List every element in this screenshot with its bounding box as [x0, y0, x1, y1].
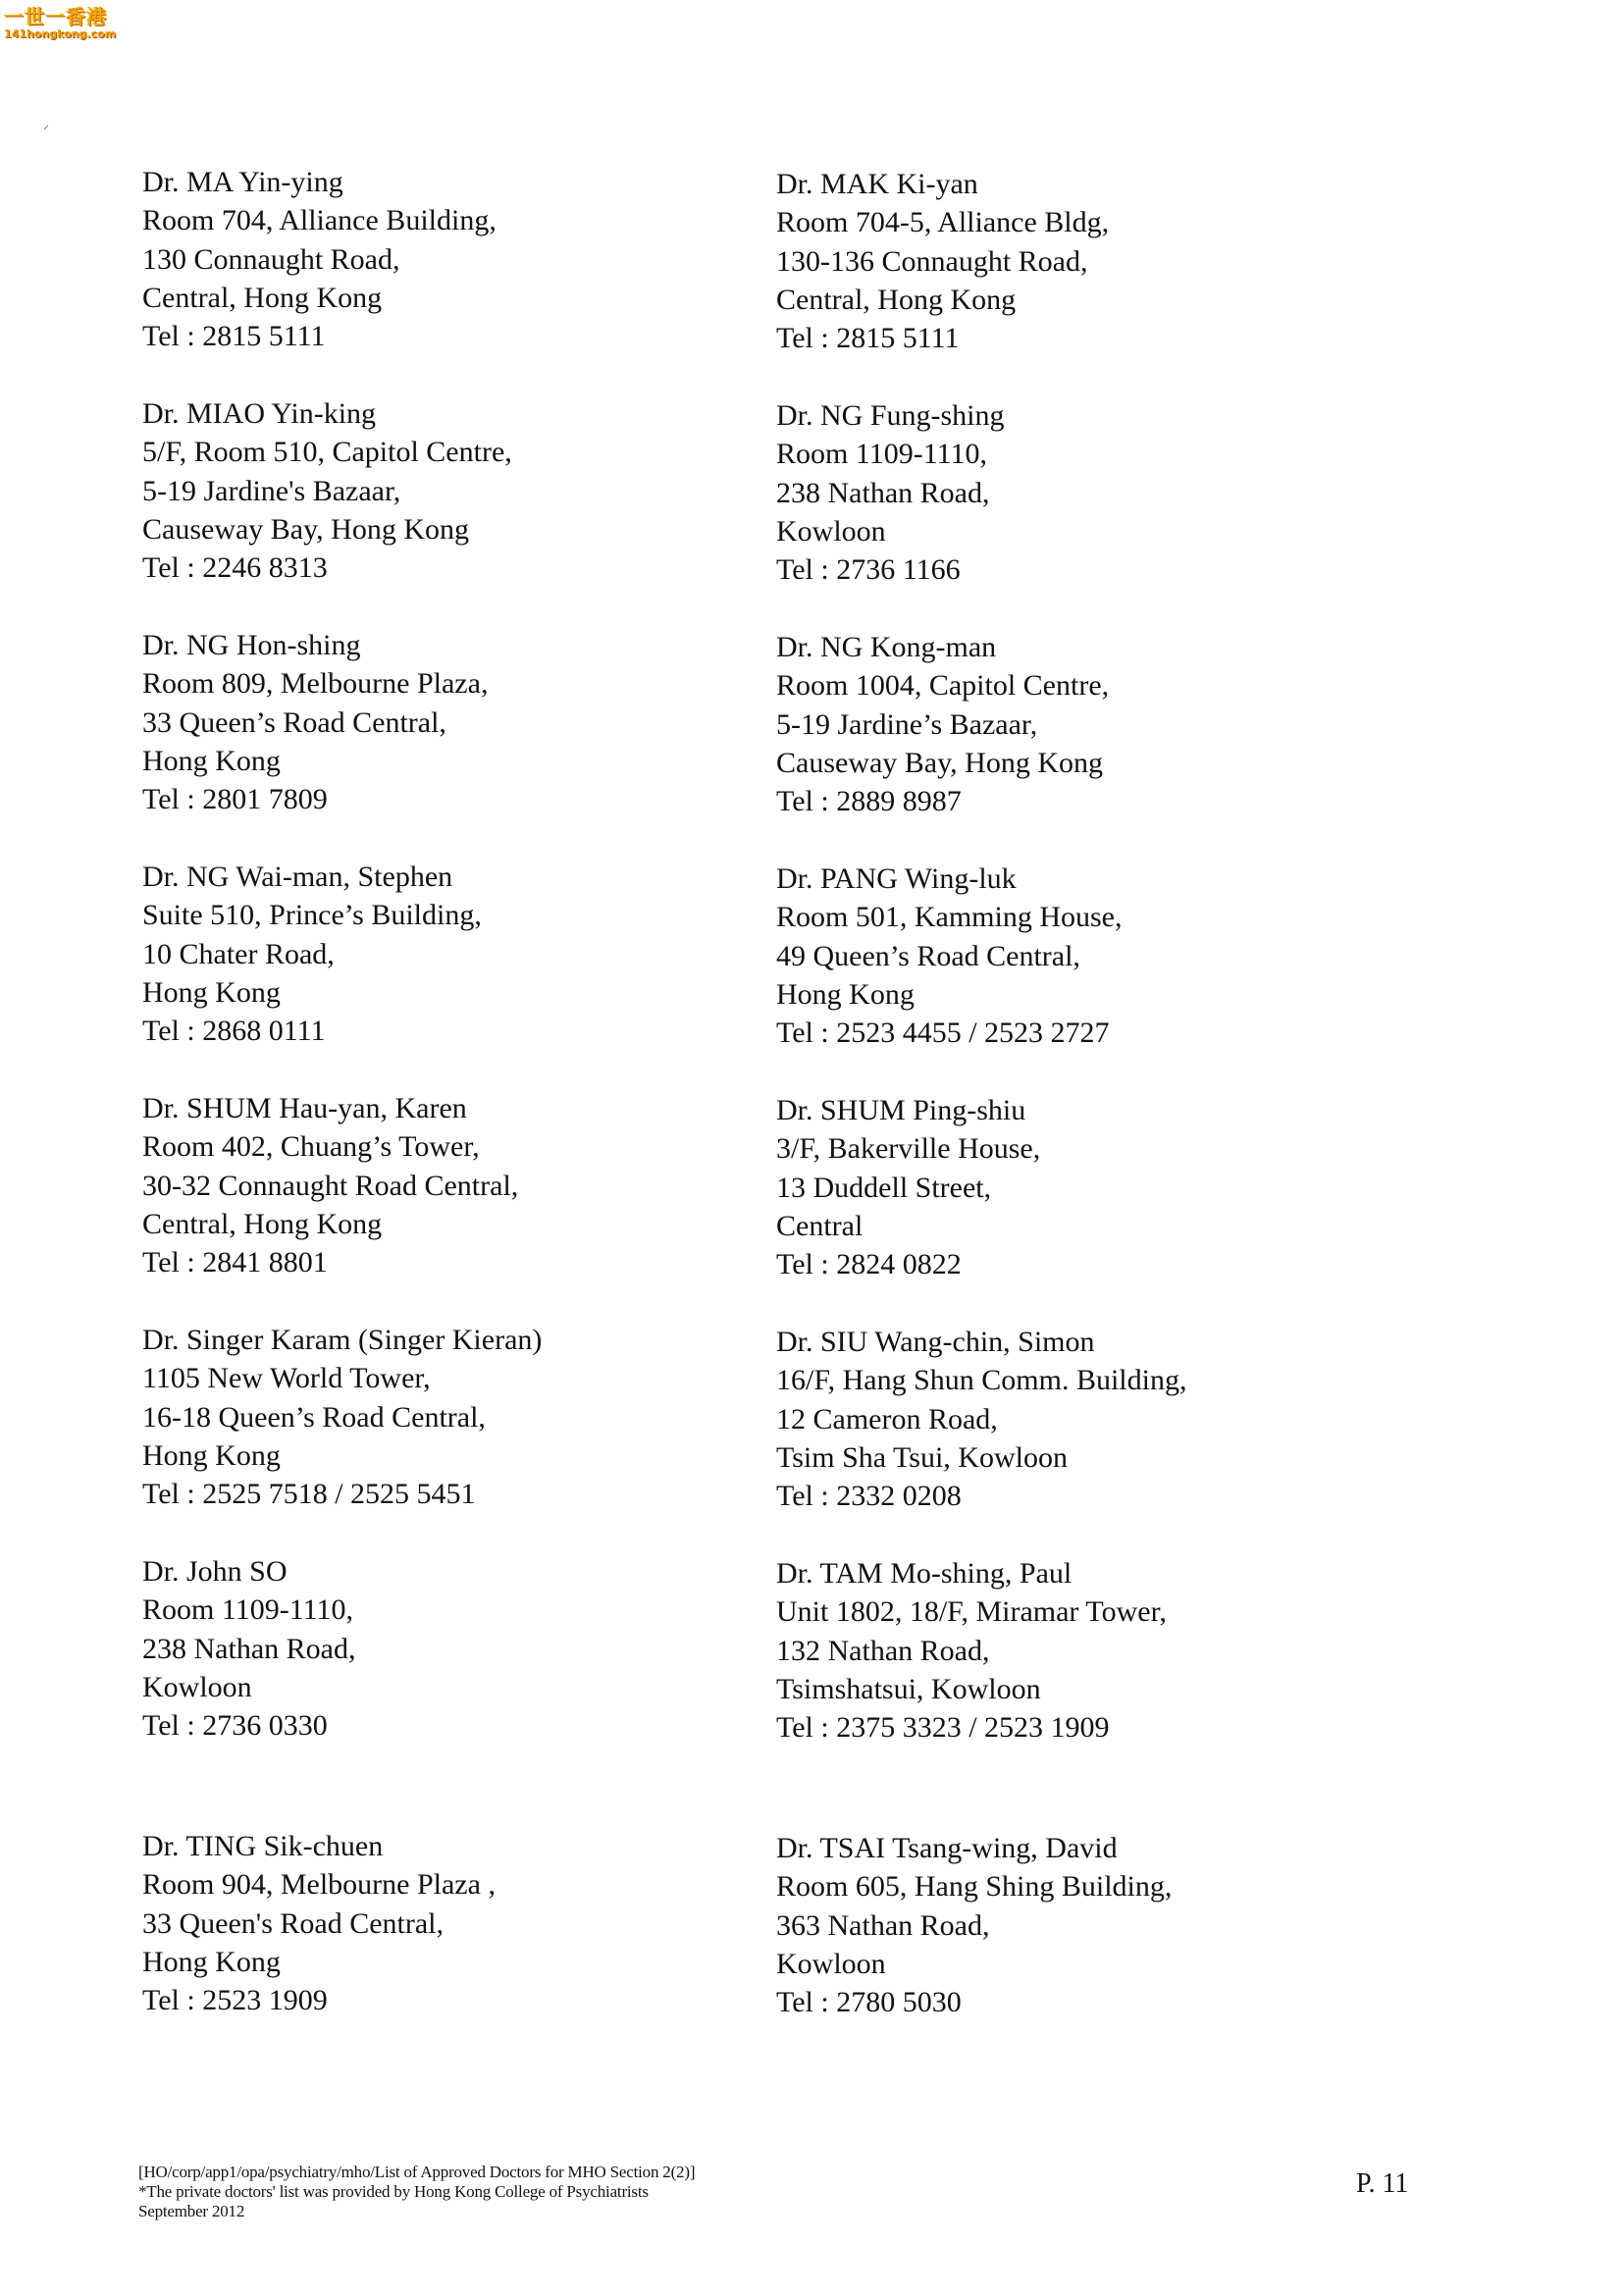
- doctor-name: Dr. NG Kong-man: [776, 631, 997, 663]
- doctor-address-line: 363 Nathan Road,: [776, 1908, 990, 1942]
- doctor-address-line: 238 Nathan Road,: [142, 1632, 356, 1665]
- document-footer: [138, 2163, 695, 2221]
- doctor-name: Dr. SHUM Ping-shiu: [776, 1094, 1026, 1126]
- doctor-address-line: Hong Kong: [142, 1945, 281, 1978]
- doctor-telephone: Tel : 2525 7518 / 2525 5451: [142, 1478, 476, 1511]
- doctor-address-line: Room 704, Alliance Building,: [142, 204, 497, 237]
- doctor-address-line: Tsimshatsui, Kowloon: [776, 1672, 1041, 1705]
- doctor-telephone: Tel : 2780 5030: [776, 1986, 962, 2019]
- watermark-logo: [4, 6, 120, 47]
- doctor-address-line: Central, Hong Kong: [142, 1207, 383, 1240]
- doctor-address-line: Kowloon: [776, 514, 886, 548]
- doctor-address-line: Hong Kong: [142, 744, 281, 777]
- doctor-entry: [776, 1829, 1172, 2021]
- doctor-entry: [776, 165, 1109, 357]
- doctor-entry: [142, 1552, 355, 1745]
- doctor-address-line: Central, Hong Kong: [142, 281, 383, 314]
- doctor-address-line: Tsim Sha Tsui, Kowloon: [776, 1440, 1068, 1474]
- doctor-entry: [776, 1091, 1040, 1283]
- doctor-entry: [776, 860, 1123, 1052]
- doctor-address-line: Hong Kong: [142, 1438, 281, 1472]
- doctor-entry: [142, 626, 488, 818]
- doctor-address-line: 5-19 Jardine’s Bazaar,: [776, 707, 1038, 741]
- doctor-address-line: Hong Kong: [776, 977, 915, 1011]
- footer-note-line: *The private doctors' list was provided by Hong Kong College of Psychiatrists: [138, 2182, 649, 2201]
- doctor-entry: [142, 1321, 542, 1513]
- doctor-name: Dr. NG Fung-shing: [776, 399, 1005, 432]
- doctor-name: Dr. NG Wai-man, Stephen: [142, 861, 453, 893]
- doctor-address-line: Room 1109-1110,: [142, 1593, 353, 1627]
- doctor-entry: [776, 1554, 1167, 1747]
- doctor-telephone: Tel : 2824 0822: [776, 1248, 962, 1281]
- doctor-address-line: Room 605, Hang Shing Building,: [776, 1870, 1173, 1904]
- doctor-telephone: Tel : 2889 8987: [776, 785, 962, 818]
- doctor-address-line: 30-32 Connaught Road Central,: [142, 1169, 519, 1202]
- doctor-address-line: 1105 New World Tower,: [142, 1362, 431, 1395]
- doctor-name: Dr. SHUM Hau-yan, Karen: [142, 1092, 467, 1124]
- doctor-address-line: 16/F, Hang Shun Comm. Building,: [776, 1364, 1187, 1397]
- doctor-address-line: 49 Queen’s Road Central,: [776, 939, 1080, 972]
- doctor-telephone: Tel : 2523 4455 / 2523 2727: [776, 1017, 1110, 1050]
- doctor-telephone: Tel : 2332 0208: [776, 1480, 962, 1513]
- doctor-telephone: Tel : 2523 1909: [142, 1984, 328, 2017]
- doctor-address-line: Hong Kong: [142, 975, 281, 1009]
- doctor-address-line: Causeway Bay, Hong Kong: [142, 512, 470, 546]
- watermark-logo-chinese: 一世一香港: [4, 5, 107, 28]
- doctor-name: Dr. Singer Karam (Singer Kieran): [142, 1324, 543, 1356]
- doctor-address-line: Causeway Bay, Hong Kong: [776, 746, 1104, 779]
- doctor-address-line: 5/F, Room 510, Capitol Centre,: [142, 436, 512, 469]
- doctor-address-line: Unit 1802, 18/F, Miramar Tower,: [776, 1595, 1167, 1629]
- watermark-logo-url: 141hongkong.com: [4, 27, 117, 40]
- doctor-address-line: Kowloon: [142, 1670, 252, 1703]
- doctor-address-line: 33 Queen’s Road Central,: [142, 705, 446, 739]
- doctor-address-line: Room 904, Melbourne Plaza ,: [142, 1868, 496, 1902]
- doctor-address-line: Central, Hong Kong: [776, 283, 1017, 316]
- doctor-entry: [142, 1089, 518, 1281]
- doctor-address-line: Room 809, Melbourne Plaza,: [142, 667, 489, 701]
- doctor-name: Dr. TAM Mo-shing, Paul: [776, 1557, 1073, 1590]
- doctor-address-line: 130-136 Connaught Road,: [776, 244, 1088, 278]
- doctor-telephone: Tel : 2736 1166: [776, 553, 961, 587]
- doctor-entry: [142, 163, 497, 355]
- doctor-address-line: 132 Nathan Road,: [776, 1634, 990, 1667]
- doctor-address-line: Room 704-5, Alliance Bldg,: [776, 206, 1110, 239]
- doctor-address-line: 16-18 Queen’s Road Central,: [142, 1400, 486, 1434]
- doctor-name: Dr. MAK Ki-yan: [776, 168, 978, 200]
- doctor-address-line: 130 Connaught Road,: [142, 242, 400, 276]
- doctor-name: Dr. PANG Wing-luk: [776, 862, 1017, 895]
- doctor-name: Dr. SIU Wang-chin, Simon: [776, 1326, 1095, 1358]
- doctor-address-line: Room 1004, Capitol Centre,: [776, 669, 1110, 703]
- doctor-telephone: Tel : 2841 8801: [142, 1246, 328, 1279]
- doctor-telephone: Tel : 2868 0111: [142, 1015, 326, 1048]
- page-number: P. 11: [1356, 2168, 1409, 2199]
- doctor-name: Dr. MIAO Yin-king: [142, 397, 377, 430]
- doctor-entry: [776, 628, 1109, 820]
- doctor-name: Dr. MA Yin-ying: [142, 166, 343, 198]
- doctor-address-line: 12 Cameron Road,: [776, 1402, 998, 1435]
- doctor-telephone: Tel : 2815 5111: [776, 322, 960, 355]
- doctor-telephone: Tel : 2801 7809: [142, 783, 328, 816]
- doctor-address-line: 3/F, Bakerville House,: [776, 1132, 1041, 1166]
- doctor-entry: [776, 1323, 1186, 1515]
- doctor-address-line: 13 Duddell Street,: [776, 1171, 992, 1204]
- doctor-entry: [142, 858, 482, 1050]
- doctor-name: Dr. NG Hon-shing: [142, 629, 361, 661]
- doctor-telephone: Tel : 2375 3323 / 2523 1909: [776, 1711, 1110, 1745]
- doctor-address-line: 33 Queen's Road Central,: [142, 1906, 445, 1940]
- doctor-address-line: Central: [776, 1209, 864, 1242]
- doctor-name: Dr. John SO: [142, 1555, 288, 1588]
- doctor-address-line: Room 402, Chuang’s Tower,: [142, 1130, 480, 1164]
- doctor-name: Dr. TSAI Tsang-wing, David: [776, 1832, 1118, 1864]
- doctor-entry: [142, 1827, 496, 2019]
- doctor-entry: [142, 394, 512, 587]
- doctor-address-line: Kowloon: [776, 1947, 886, 1980]
- doctor-address-line: 5-19 Jardine's Bazaar,: [142, 474, 401, 507]
- scan-artifact-mark: ⸝: [43, 118, 50, 131]
- doctor-address-line: Room 1109-1110,: [776, 438, 987, 471]
- doctor-address-line: 238 Nathan Road,: [776, 476, 990, 509]
- doctor-telephone: Tel : 2246 8313: [142, 551, 328, 585]
- doctor-address-line: Suite 510, Prince’s Building,: [142, 899, 482, 932]
- doctor-entry: [776, 396, 1005, 589]
- doctor-address-line: Room 501, Kamming House,: [776, 901, 1123, 934]
- footer-path-line: [HO/corp/app1/opa/psychiatry/mho/List of Approved Doctors for MHO Section 2(2)]: [138, 2163, 696, 2181]
- doctor-address-line: 10 Chater Road,: [142, 937, 335, 970]
- doctor-telephone: Tel : 2815 5111: [142, 320, 326, 353]
- doctor-name: Dr. TING Sik-chuen: [142, 1830, 384, 1862]
- doctor-telephone: Tel : 2736 0330: [142, 1709, 328, 1743]
- footer-date-line: September 2012: [138, 2202, 245, 2220]
